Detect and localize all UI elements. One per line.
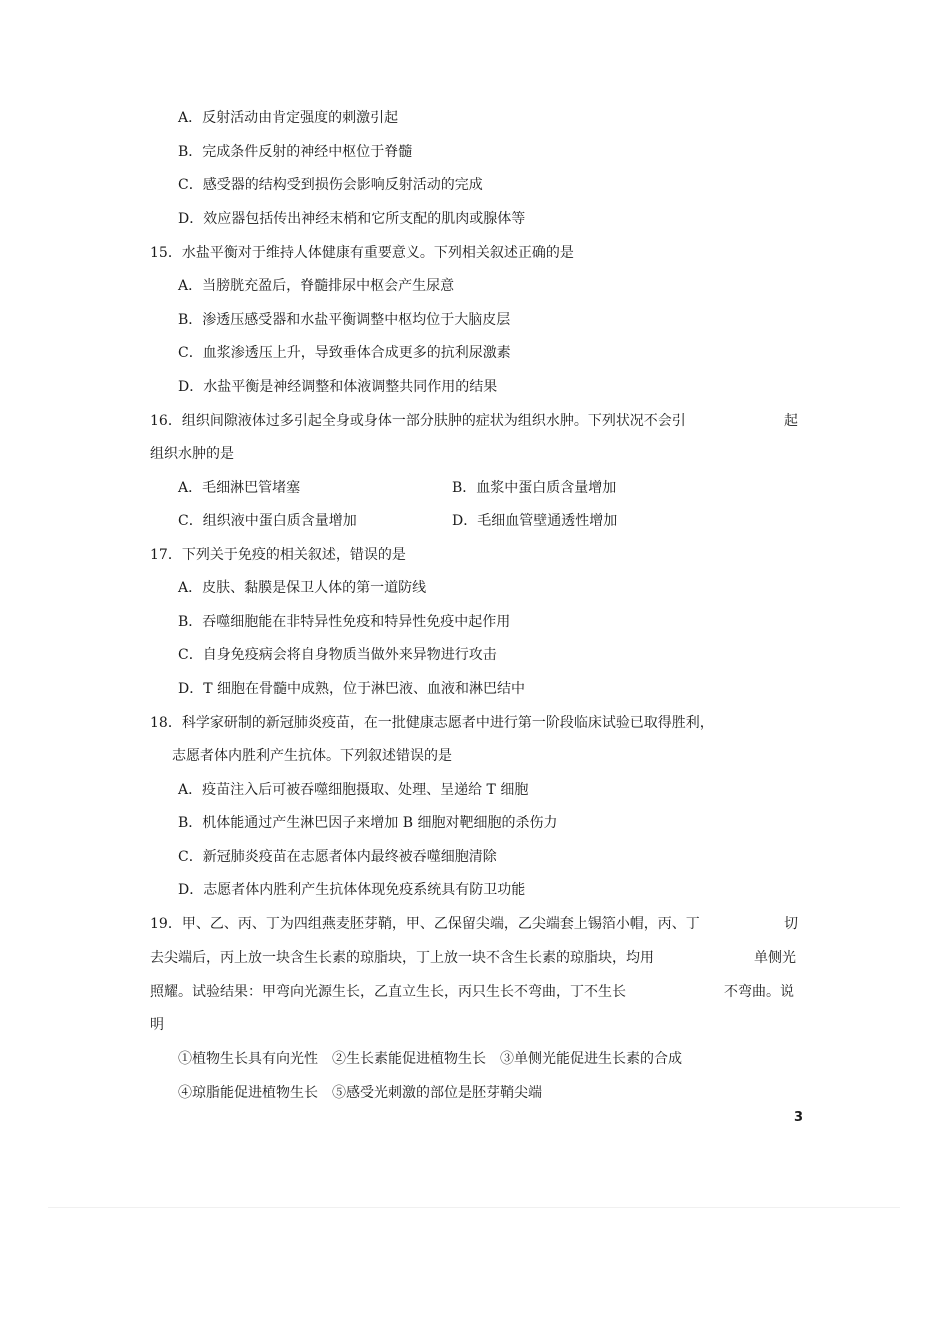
q15-stem: 15．水盐平衡对于维持人体健康有重要意义。下列相关叙述正确的是 <box>150 245 574 261</box>
q17-option-b: B．吞噬细胞能在非特异性免疫和特异性免疫中起作用 <box>178 614 511 630</box>
q17-stem: 17．下列关于免疫的相关叙述，错误的是 <box>150 547 406 563</box>
q15-option-c: C．血浆渗透压上升，导致垂体合成更多的抗利尿激素 <box>178 345 511 361</box>
q18-option-a: A．疫苗注入后可被吞噬细胞摄取、处理、呈递给 T 细胞 <box>178 782 529 798</box>
q18-option-c: C．新冠肺炎疫苗在志愿者体内最终被吞噬细胞清除 <box>178 849 497 865</box>
q14-option-b: B．完成条件反射的神经中枢位于脊髓 <box>178 144 413 160</box>
q17-option-a: A．皮肤、黏膜是保卫人体的第一道防线 <box>178 580 427 596</box>
q19-stem-line3-tail: 不弯曲。说 <box>724 984 794 1000</box>
q16-stem-line1: 16．组织间隙液体过多引起全身或身体一部分肤肿的症状为组织水肿。下列状况不会引 <box>150 413 686 429</box>
q19-stem-line1: 19．甲、乙、丙、丁为四组燕麦胚芽鞘，甲、乙保留尖端，乙尖端套上锡箔小帽，丙、丁 <box>150 916 700 932</box>
q18-option-b: B．机体能通过产生淋巴因子来增加 B 细胞对靶细胞的杀伤力 <box>178 815 558 831</box>
q16-option-a: A．毛细淋巴管堵塞 <box>178 480 301 496</box>
q16-option-c: C．组织液中蛋白质含量增加 <box>178 513 357 529</box>
q17-option-d: D．T 细胞在骨髓中成熟，位于淋巴液、血液和淋巴结中 <box>178 681 526 697</box>
q14-option-a: A．反射活动由肯定强度的刺激引起 <box>178 110 399 126</box>
q18-option-d: D．志愿者体内胜利产生抗体体现免疫系统具有防卫功能 <box>178 882 526 898</box>
page-number: 3 <box>794 1110 804 1125</box>
q19-stem-line3: 照耀。试验结果：甲弯向光源生长，乙直立生长，丙只生长不弯曲，丁不生长 <box>150 984 626 1000</box>
q17-option-c: C．自身免疫病会将自身物质当做外来异物进行攻击 <box>178 647 497 663</box>
q19-statements-line2: ④琼脂能促进植物生长 ⑤感受光刺激的部位是胚芽鞘尖端 <box>178 1085 542 1101</box>
q14-option-c: C．感受器的结构受到损伤会影响反射活动的完成 <box>178 177 483 193</box>
page-divider <box>48 1207 900 1208</box>
q16-option-d: D．毛细血管壁通透性增加 <box>452 513 618 529</box>
q16-stem-line1-tail: 起 <box>784 413 798 429</box>
q15-option-d: D．水盐平衡是神经调整和体液调整共同作用的结果 <box>178 379 498 395</box>
q16-stem-line2: 组织水肿的是 <box>150 446 234 462</box>
q18-stem-line1: 18．科学家研制的新冠肺炎疫苗，在一批健康志愿者中进行第一阶段临床试验已取得胜利， <box>150 715 714 731</box>
q19-stem-line4: 明 <box>150 1017 164 1033</box>
q14-option-d: D．效应器包括传出神经末梢和它所支配的肌肉或腺体等 <box>178 211 526 227</box>
q19-stem-line1-tail: 切 <box>784 916 798 932</box>
q19-stem-line2-tail: 单侧光 <box>754 950 796 966</box>
q18-stem-line2: 志愿者体内胜利产生抗体。下列叙述错误的是 <box>172 748 452 764</box>
q19-stem-line2: 去尖端后，丙上放一块含生长素的琼脂块，丁上放一块不含生长素的琼脂块，均用 <box>150 950 654 966</box>
q19-statements-line1: ①植物生长具有向光性 ②生长素能促进植物生长 ③单侧光能促进生长素的合成 <box>178 1051 682 1067</box>
q15-option-a: A．当膀胱充盈后，脊髓排尿中枢会产生尿意 <box>178 278 455 294</box>
q15-option-b: B．渗透压感受器和水盐平衡调整中枢均位于大脑皮层 <box>178 312 511 328</box>
q16-option-b: B．血浆中蛋白质含量增加 <box>452 480 617 496</box>
